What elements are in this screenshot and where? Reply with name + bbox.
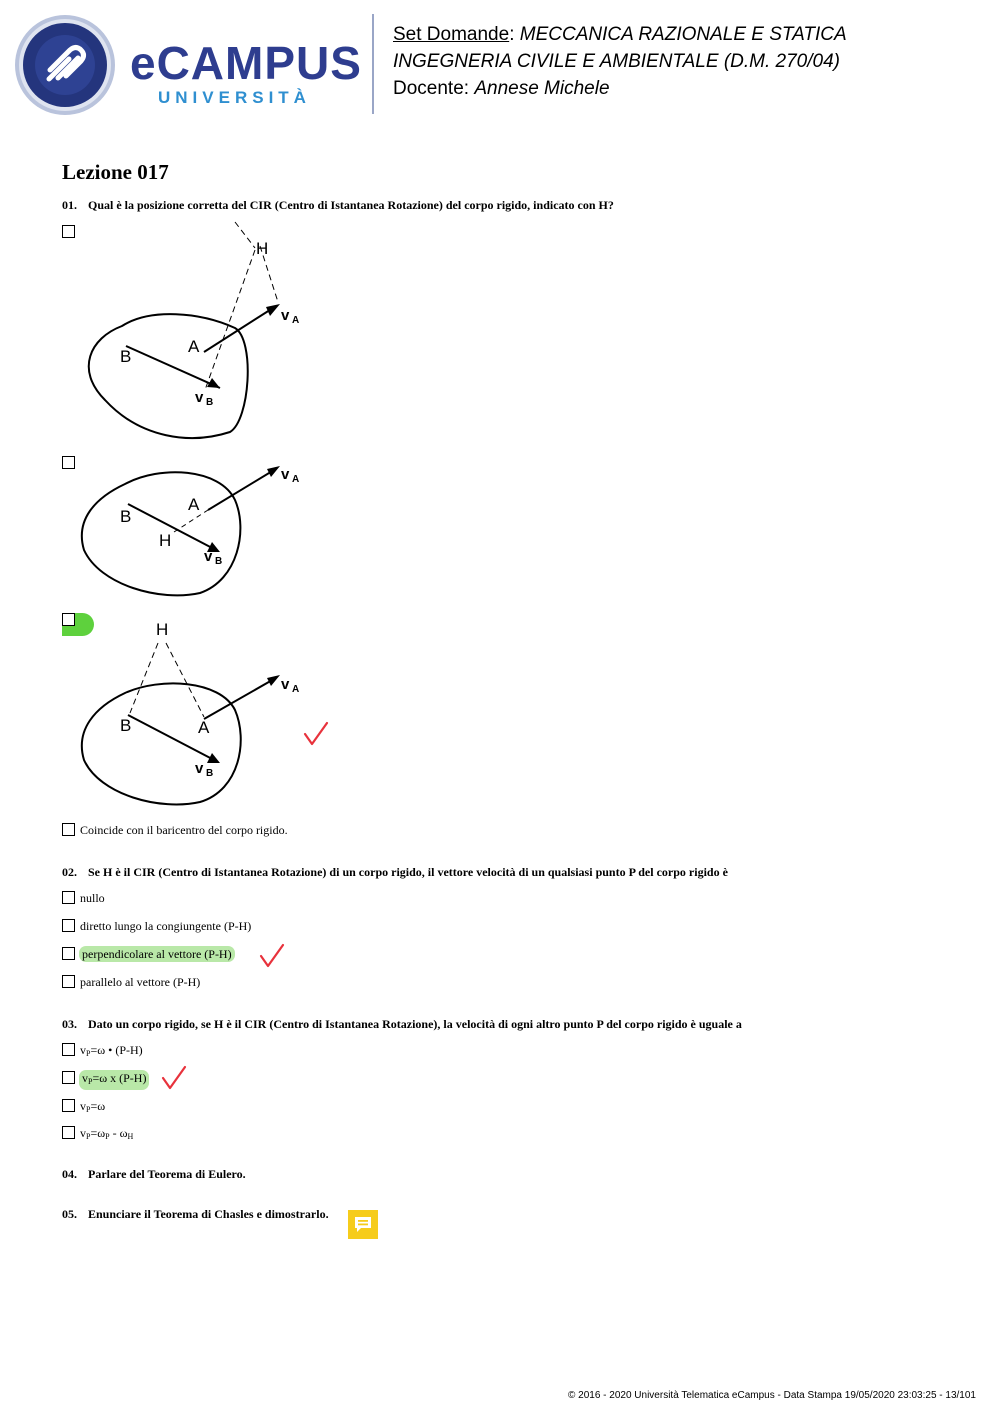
header-divider	[372, 14, 374, 114]
q02-option-4-checkbox[interactable]	[62, 975, 75, 988]
label-vb-sub: B	[206, 397, 214, 408]
label-h: H	[159, 531, 172, 550]
question-text: Qual è la posizione corretta del CIR (Centro di Istantanea Rotazione) del corpo rigido, indicato con H?	[88, 198, 614, 212]
q03-option-3-checkbox[interactable]	[62, 1099, 75, 1112]
question-text: Se H è il CIR (Centro di Istantanea Rotazione) di un corpo rigido, il vettore velocità di un qualsiasi punto P del corpo rigido è	[88, 865, 728, 879]
label-b: B	[120, 716, 132, 735]
question-01-title	[62, 198, 614, 213]
label-vb: v	[195, 760, 204, 777]
question-number: 02.	[62, 865, 77, 879]
question-text: Enunciare il Teorema di Chasles e dimostrarlo.	[88, 1207, 329, 1221]
q01-option-4-label: Coincide con il baricentro del corpo rigido.	[80, 823, 288, 837]
header-teacher-line	[393, 76, 610, 102]
header-degree-line	[393, 49, 840, 75]
label-va: v	[281, 466, 290, 483]
q03-option-1-label: $v_P=\omega$ • (P-H)	[80, 1043, 143, 1058]
check-mark-icon	[258, 942, 286, 970]
lesson-title: Lezione 017	[62, 160, 169, 184]
header-set-line: Set Domande: MECCANICA RAZIONALE E STATICA	[393, 24, 847, 45]
course-name: MECCANICA RAZIONALE E STATICA	[519, 24, 847, 45]
q02-option-3-checkbox[interactable]	[62, 947, 75, 960]
ecampus-seal-logo	[14, 14, 116, 116]
teacher-name: Annese Michele	[474, 78, 610, 99]
question-04-title	[62, 1167, 246, 1182]
q02-option-1-checkbox[interactable]	[62, 891, 75, 904]
q01-option-4-checkbox[interactable]	[62, 823, 75, 836]
question-03-title	[62, 1017, 742, 1032]
q02-option-2-checkbox[interactable]	[62, 919, 75, 932]
q03-option-4-checkbox[interactable]	[62, 1126, 75, 1139]
label-va-sub: A	[292, 684, 300, 695]
universita-wordmark: UNIVERSITÀ	[158, 88, 311, 107]
q03-option-2-label: $v_P=\omega$ x (P-H)	[79, 1070, 149, 1090]
check-mark-icon	[302, 720, 330, 748]
label-a: A	[188, 495, 200, 514]
q01-option-2-figure	[70, 460, 330, 605]
label-a: A	[188, 337, 200, 356]
q02-option-4-label: parallelo al vettore (P-H)	[80, 975, 201, 989]
label-vb-sub: B	[215, 556, 223, 567]
label-va: v	[281, 676, 290, 693]
q01-option-3-figure	[70, 615, 330, 810]
q02-option-1-label: nullo	[80, 891, 105, 905]
question-02-title	[62, 865, 728, 880]
label-va: v	[281, 307, 290, 324]
q03-option-3-label: $v_P=\omega$	[80, 1099, 106, 1114]
question-number: 04.	[62, 1167, 77, 1181]
question-text: Dato un corpo rigido, se H è il CIR (Centro di Istantanea Rotazione), la velocità di ogni altro punto P del corpo rigido è uguale a	[88, 1017, 742, 1031]
q03-option-4-label: $v_P=\omega_P - \omega_H$	[80, 1126, 134, 1141]
question-number: 01.	[62, 198, 77, 212]
check-mark-icon	[160, 1064, 188, 1092]
label-a: A	[198, 718, 210, 737]
question-number: 05.	[62, 1207, 77, 1221]
q02-option-2-label: diretto lungo la congiungente (P-H)	[80, 919, 252, 933]
q01-option-1-figure	[70, 220, 330, 450]
label-b: B	[120, 507, 132, 526]
degree-name: INGEGNERIA CIVILE E AMBIENTALE (D.M. 270/04)	[393, 51, 840, 72]
q02-option-3-label: perpendicolare al vettore (P-H)	[79, 946, 235, 962]
question-text: Parlare del Teorema di Eulero.	[88, 1167, 246, 1181]
page-footer: © 2016 - 2020 Università Telematica eCampus - Data Stampa 19/05/2020 23:03:25 - 13/101	[568, 1390, 976, 1401]
label-h: H	[156, 620, 169, 639]
question-number: 03.	[62, 1017, 77, 1031]
label-vb-sub: B	[206, 768, 214, 779]
ecampus-wordmark: eCAMPUS	[130, 37, 362, 89]
set-label: Set Domande	[393, 24, 510, 45]
label-h: H	[256, 239, 269, 258]
label-b: B	[120, 347, 132, 366]
label-vb: v	[195, 389, 204, 406]
label-vb: v	[204, 548, 213, 565]
label-va-sub: A	[292, 474, 300, 485]
teacher-label: Docente:	[393, 78, 475, 99]
label-va-sub: A	[292, 315, 300, 326]
q03-option-1-checkbox[interactable]	[62, 1043, 75, 1056]
question-05-title	[62, 1207, 329, 1222]
comment-icon[interactable]	[348, 1210, 378, 1239]
q03-option-2-checkbox[interactable]	[62, 1071, 75, 1084]
